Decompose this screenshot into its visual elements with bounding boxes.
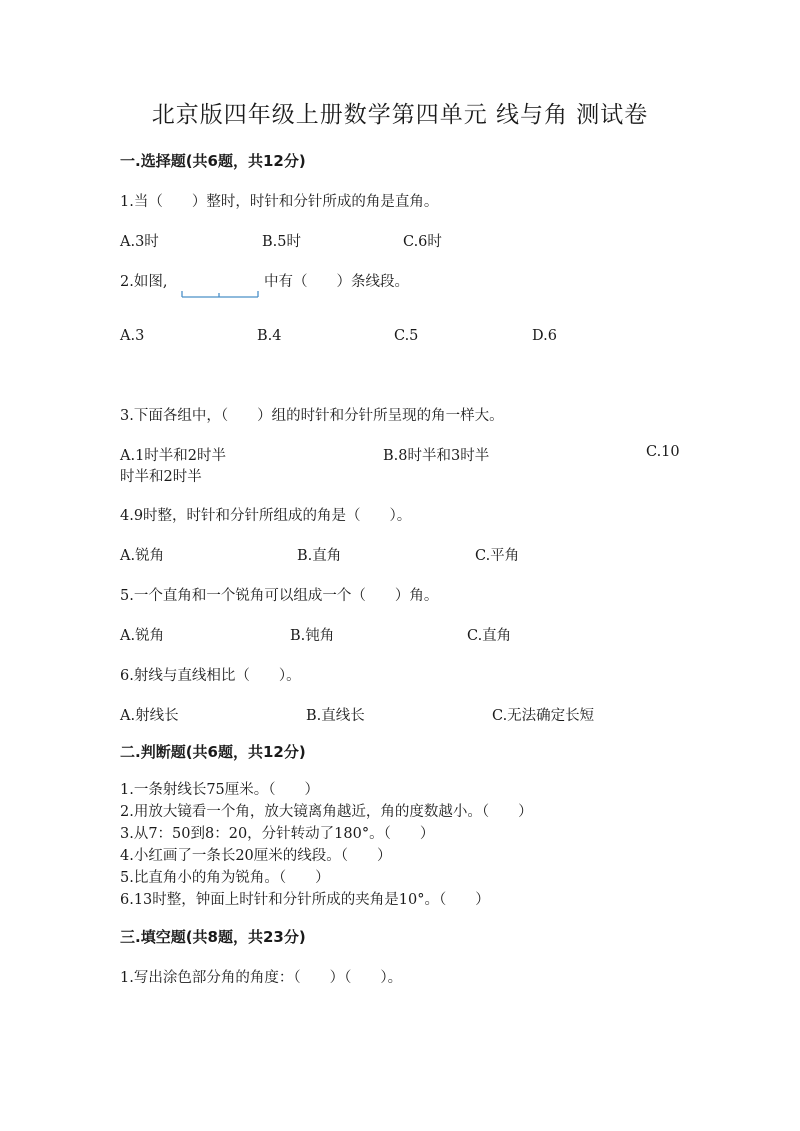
judge-item-1: 1.一条射线长75厘米。（ ）: [120, 782, 320, 798]
question-2-suffix: 中有（ ）条线段。: [264, 274, 409, 290]
q5-option-a: A.锐角: [120, 628, 165, 644]
q3-option-c-cont: 时半和2时半: [120, 469, 202, 485]
judge-item-5: 5.比直角小的角为锐角。（ ）: [120, 870, 330, 886]
judge-item-3: 3.从7：50到8：20，分针转动了180°。（ ）: [120, 826, 435, 842]
question-1: 1.当（ ）整时，时针和分针所成的角是直角。: [120, 194, 439, 210]
q6-option-b: B.直线长: [306, 708, 365, 724]
q2-option-a: A.3: [120, 328, 145, 344]
q3-option-b: B.8时半和3时半: [383, 448, 490, 464]
question-2-prefix: 2.如图,: [120, 274, 168, 290]
question-4: 4.9时整，时针和分针所组成的角是（ ）。: [120, 508, 412, 524]
q2-option-b: B.4: [257, 328, 282, 344]
question-3: 3.下面各组中，（ ）组的时针和分针所呈现的角一样大。: [120, 408, 504, 424]
page-title: 北京版四年级上册数学第四单元 线与角 测试卷: [151, 102, 649, 128]
q4-option-a: A.锐角: [120, 548, 165, 564]
question-5: 5.一个直角和一个锐角可以组成一个（ ）角。: [120, 588, 439, 604]
section-heading-fill: 三.填空题(共8题，共23分): [120, 928, 306, 946]
q2-option-c: C.5: [394, 328, 419, 344]
q5-option-c: C.直角: [467, 628, 512, 644]
q1-option-c: C.6时: [403, 234, 442, 250]
question-6: 6.射线与直线相比（ ）。: [120, 668, 301, 684]
q1-option-a: A.3时: [120, 234, 159, 250]
judge-item-6: 6.13时整，钟面上时针和分针所成的夹角是10°。（ ）: [120, 892, 490, 908]
section-heading-choice: 一.选择题(共6题，共12分): [120, 152, 306, 170]
q3-option-a: A.1时半和2时半: [120, 448, 227, 464]
q4-option-b: B.直角: [297, 548, 342, 564]
q6-option-c: C.无法确定长短: [492, 708, 595, 724]
q3-option-c: C.10: [646, 444, 680, 460]
q2-option-d: D.6: [532, 328, 557, 344]
judge-item-2: 2.用放大镜看一个角，放大镜离角越近，角的度数越小。（ ）: [120, 804, 533, 820]
section-heading-judge: 二.判断题(共6题，共12分): [120, 743, 306, 761]
line-segment-figure: [180, 290, 262, 304]
q1-option-b: B.5时: [262, 234, 301, 250]
judge-item-4: 4.小红画了一条长20厘米的线段。（ ）: [120, 848, 392, 864]
q4-option-c: C.平角: [475, 548, 520, 564]
fill-question-1: 1.写出涂色部分角的角度：（ ）（ ）。: [120, 970, 403, 986]
q5-option-b: B.钝角: [290, 628, 335, 644]
q6-option-a: A.射线长: [120, 708, 179, 724]
